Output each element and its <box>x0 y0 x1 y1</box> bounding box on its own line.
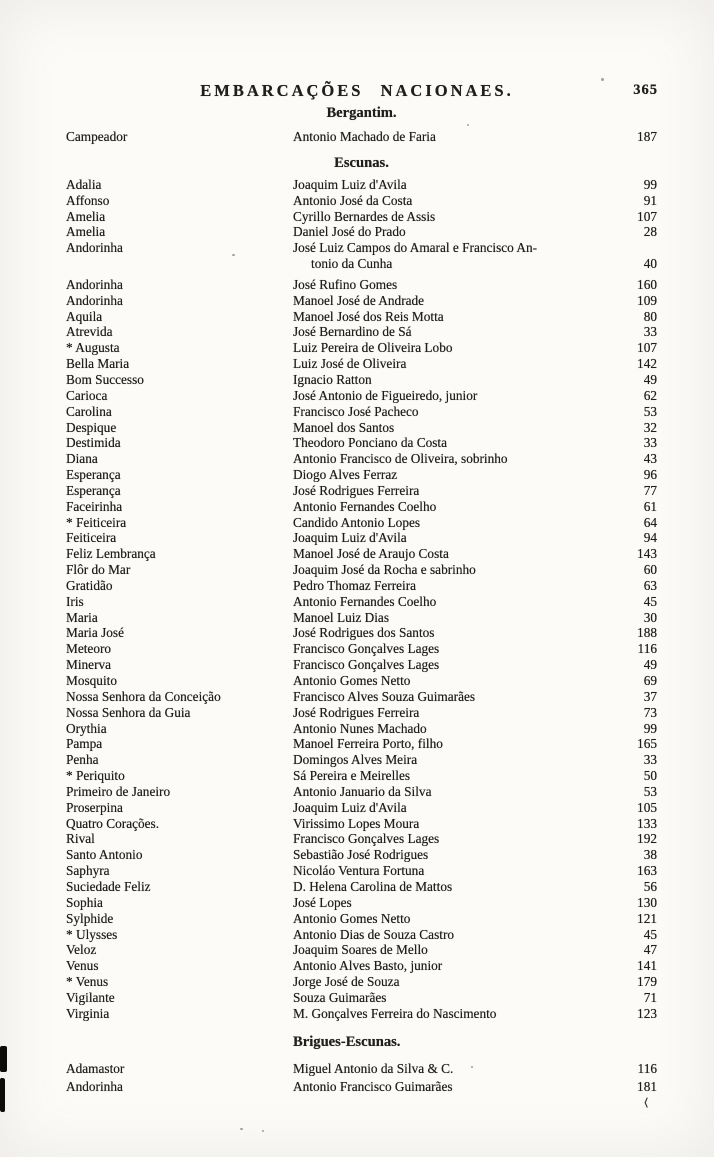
owner-name: Daniel José do Prado <box>293 224 406 240</box>
table-row <box>66 129 657 145</box>
owner-name: Manoel José de Andrade <box>293 292 425 308</box>
ship-name: Carioca <box>66 387 108 403</box>
tonnage-value: 107 <box>637 208 657 224</box>
tonnage-value: 33 <box>643 752 657 768</box>
ship-name: Primeiro de Janeiro <box>66 783 171 799</box>
scan-speck <box>262 1130 264 1132</box>
ink-smudge <box>0 1046 7 1072</box>
ship-name: Andorinha <box>66 292 123 308</box>
ship-name: Maria <box>66 609 98 625</box>
table-row <box>66 942 657 958</box>
tonnage-value: 64 <box>643 514 657 530</box>
section-heading: Brigues-Escunas. <box>293 1033 401 1050</box>
owner-name: Francisco Alves Souza Guimarães <box>293 688 476 704</box>
ship-name: Rival <box>66 831 95 847</box>
ship-name: Penha <box>66 752 99 768</box>
owner-name: José Rodrigues Ferreira <box>293 482 420 498</box>
owner-name: Joaquim José da Rocha e sabrinho <box>293 562 476 578</box>
tonnage-value: 33 <box>643 435 657 451</box>
tonnage-value: 38 <box>643 847 657 863</box>
ship-name: Proserpina <box>66 799 123 815</box>
tonnage-value: 77 <box>643 482 657 498</box>
table-row <box>66 990 657 1006</box>
tonnage-value: 142 <box>637 356 657 372</box>
tonnage-value: 107 <box>637 340 657 356</box>
ship-name: Nossa Senhora da Conceição <box>66 688 221 704</box>
ship-name: Despique <box>66 419 117 435</box>
owner-name: José Rodrigues Ferreira <box>293 704 420 720</box>
ship-name: Andorinha <box>66 1078 123 1094</box>
table-row <box>66 356 657 372</box>
owner-name: Cyrillo Bernardes de Assis <box>293 208 436 224</box>
section-rows <box>66 177 657 1022</box>
table-row <box>66 831 657 847</box>
owner-name: Manoel José de Araujo Costa <box>293 546 449 562</box>
table-row <box>66 372 657 388</box>
table-row <box>66 1060 657 1078</box>
owner-name: Francisco Gonçalves Lages <box>293 831 440 847</box>
ship-name: Iris <box>66 593 84 609</box>
table-row <box>66 546 657 562</box>
tonnage-value: 96 <box>643 467 657 483</box>
tonnage-value: 45 <box>643 593 657 609</box>
owner-name: Antonio Machado de Faria <box>293 129 436 144</box>
owner-name: Diogo Alves Ferraz <box>293 467 398 483</box>
tonnage-value: 99 <box>643 720 657 736</box>
ink-smudge <box>0 1078 5 1113</box>
ship-name: Vigilante <box>66 989 115 1005</box>
table-row <box>66 483 657 499</box>
table-row <box>66 1078 657 1096</box>
vessel-list <box>66 104 657 1096</box>
table-row <box>66 736 657 752</box>
owner-name: Manoel dos Santos <box>293 419 395 435</box>
ship-name: Flôr do Mar <box>66 562 131 578</box>
table-row <box>66 784 657 800</box>
ship-name: Quatro Corações. <box>66 815 160 831</box>
tonnage-value: 109 <box>637 292 657 308</box>
tonnage-value: 62 <box>643 387 657 403</box>
owner-name: Sá Pereira e Meirelles <box>293 768 411 784</box>
table-row <box>66 641 657 657</box>
owner-name: Joaquim Luiz d'Avila <box>293 176 407 192</box>
table-row <box>66 177 657 193</box>
tonnage-value: 181 <box>637 1078 657 1094</box>
table-row <box>66 895 657 911</box>
owner-name: Antonio José da Costa <box>293 192 413 208</box>
tonnage-value: 50 <box>643 768 657 784</box>
owner-name: Francisco Gonçalves Lages <box>293 641 440 657</box>
ship-name: Aquila <box>66 308 103 324</box>
tonnage-value: 188 <box>637 625 657 641</box>
table-row <box>66 578 657 594</box>
ship-name: Adalia <box>66 176 102 192</box>
tonnage-value: 116 <box>637 641 657 657</box>
tonnage-value: 91 <box>643 192 657 208</box>
tonnage-value: 47 <box>643 942 657 958</box>
ship-name: Venus <box>66 958 99 974</box>
table-row <box>66 625 657 641</box>
tonnage-value: 45 <box>643 926 657 942</box>
table-row <box>66 689 657 705</box>
table-row <box>66 800 657 816</box>
owner-name: José Lopes <box>293 894 352 910</box>
ship-name: Andorinha <box>66 276 123 292</box>
ship-name: * Feiticeira <box>66 514 127 530</box>
tonnage-value: 30 <box>643 609 657 625</box>
ship-name: Pampa <box>66 736 103 752</box>
ship-name: Mosquito <box>66 673 117 688</box>
owner-name: Antonio Alves Basto, junior <box>293 958 443 974</box>
ship-name: Orythia <box>66 720 107 736</box>
owner-name: Antonio Gomes Netto <box>293 910 411 926</box>
table-row <box>66 388 657 404</box>
tonnage-value: 73 <box>643 704 657 720</box>
owner-name: Luiz Pereira de Oliveira Lobo <box>293 340 453 356</box>
ship-name: Faceirinha <box>66 498 123 514</box>
tonnage-value: 163 <box>637 863 657 879</box>
table-row <box>66 562 657 578</box>
owner-name: Joaquim Luiz d'Avila <box>293 530 407 546</box>
ship-name: Affonso <box>66 192 110 208</box>
tonnage-value: 123 <box>637 1005 657 1021</box>
tonnage-value: 80 <box>643 308 657 324</box>
ship-name: * Venus <box>66 974 109 990</box>
ship-name: Sylphide <box>66 910 114 926</box>
table-row <box>66 467 657 483</box>
section-rows <box>66 1060 657 1096</box>
ship-name: Bella Maria <box>66 356 130 372</box>
ship-name: Saphyra <box>66 863 110 879</box>
ship-name: Diana <box>66 451 98 467</box>
tonnage-value: 160 <box>637 276 657 292</box>
table-row <box>66 293 657 309</box>
owner-name: Theodoro Ponciano da Costa <box>293 435 447 451</box>
ship-name: Destimida <box>66 435 121 451</box>
table-row <box>66 974 657 990</box>
table-row <box>66 277 657 293</box>
tonnage-value: 71 <box>643 989 657 1005</box>
ship-name: Nossa Senhora da Guia <box>66 704 191 720</box>
ship-name: * Periquito <box>66 768 125 784</box>
table-row <box>66 451 657 467</box>
ship-name: Santo Antonio <box>66 847 143 863</box>
owner-name: Antonio Fernandes Coelho <box>293 593 437 609</box>
ship-name: Feliz Lembrança <box>66 546 156 562</box>
table-row <box>66 610 657 626</box>
tonnage-value: 116 <box>637 1060 657 1076</box>
table-row <box>66 911 657 927</box>
ship-name: Adamastor <box>66 1060 125 1076</box>
scan-speck <box>471 1066 473 1068</box>
tonnage-value: 49 <box>643 371 657 387</box>
owner-name: Antonio Fernandes Coelho <box>293 498 437 514</box>
scan-speck <box>467 124 469 126</box>
tonnage-value: 40 <box>643 256 657 272</box>
table-row <box>66 958 657 974</box>
table-row <box>66 752 657 768</box>
tonnage-value: 53 <box>643 783 657 799</box>
table-row <box>66 515 657 531</box>
tonnage-value: 61 <box>643 498 657 514</box>
owner-name: Nicoláo Ventura Fortuna <box>293 863 425 879</box>
tonnage-value: 187 <box>637 129 657 144</box>
ship-name: Maria José <box>66 625 124 641</box>
table-row <box>66 927 657 943</box>
table-row <box>66 193 657 209</box>
tonnage-value: 141 <box>637 958 657 974</box>
tonnage-value: 49 <box>643 657 657 673</box>
owner-name: Virissimo Lopes Moura <box>293 815 420 831</box>
tonnage-value: 69 <box>643 673 657 688</box>
owner-name: Luiz José de Oliveira <box>293 356 407 372</box>
tonnage-value: 28 <box>643 224 657 240</box>
owner-name: José Rufino Gomes <box>293 276 398 292</box>
owner-name: Manoel Luiz Dias <box>293 609 390 625</box>
tonnage-value: 192 <box>637 831 657 847</box>
table-row <box>66 530 657 546</box>
scan-speck <box>232 254 235 256</box>
ship-name: Carolina <box>66 403 112 419</box>
table-row <box>66 863 657 879</box>
table-row <box>66 768 657 784</box>
table-row <box>66 224 657 240</box>
owner-name: Ignacio Ratton <box>293 371 372 387</box>
owner-name: Antonio Dias de Souza Castro <box>293 926 455 942</box>
owner-name: Pedro Thomaz Ferreira <box>293 577 417 593</box>
owner-name: Antonio Francisco de Oliveira, sobrinho <box>293 451 508 467</box>
owner-name: Antonio Gomes Netto <box>293 673 411 688</box>
table-row <box>66 847 657 863</box>
owner-name: Joaquim Luiz d'Avila <box>293 799 407 815</box>
ship-name: Minerva <box>66 657 112 673</box>
table-row <box>66 309 657 325</box>
table-row <box>66 340 657 356</box>
tonnage-value: 105 <box>637 799 657 815</box>
tonnage-value: 60 <box>643 562 657 578</box>
owner-name: Sebastião José Rodrigues <box>293 847 429 863</box>
ship-name: Campeador <box>66 129 128 144</box>
tonnage-value: 179 <box>637 974 657 990</box>
tonnage-value: 130 <box>637 894 657 910</box>
ship-name: Sophia <box>66 894 103 910</box>
tonnage-value: 32 <box>643 419 657 435</box>
ship-name: Feiticeira <box>66 530 117 546</box>
ship-name: Veloz <box>66 942 97 958</box>
owner-name: José Antonio de Figueiredo, junior <box>293 387 478 403</box>
tonnage-value: 56 <box>643 878 657 894</box>
owner-name: M. Gonçalves Ferreira do Nascimento <box>293 1005 497 1021</box>
tonnage-value: 94 <box>643 530 657 546</box>
ship-name: Esperança <box>66 467 121 483</box>
ship-name: * Ulysses <box>66 926 118 942</box>
owner-name: Candido Antonio Lopes <box>293 514 421 530</box>
table-row <box>66 594 657 610</box>
table-row <box>66 879 657 895</box>
tonnage-value: 143 <box>637 546 657 562</box>
table-row <box>66 209 657 225</box>
page-title: EMBARCAÇÕES NACIONAES. <box>200 81 514 100</box>
tonnage-value: 43 <box>643 451 657 467</box>
table-row <box>66 1006 657 1022</box>
owner-name: Souza Guimarães <box>293 989 387 1005</box>
tonnage-value: 53 <box>643 403 657 419</box>
owner-name: José Rodrigues dos Santos <box>293 625 435 641</box>
owner-name: Antonio Francisco Guimarães <box>293 1078 453 1094</box>
table-row <box>66 705 657 721</box>
tonnage-value: 121 <box>637 910 657 926</box>
section-rows <box>66 129 657 145</box>
owner-name: Antonio Nunes Machado <box>293 720 427 736</box>
ship-name: Esperança <box>66 482 121 498</box>
tonnage-value: 37 <box>643 688 657 704</box>
table-row <box>66 435 657 451</box>
ship-name: Amelia <box>66 224 106 240</box>
ship-name: * Augusta <box>66 340 120 356</box>
owner-name: Jorge José de Souza <box>293 974 400 990</box>
catchword-mark: ⟨ <box>642 1097 649 1109</box>
tonnage-value: 63 <box>643 577 657 593</box>
owner-name: Domingos Alves Meira <box>293 752 418 768</box>
scan-speck <box>240 1128 243 1130</box>
ship-name: Bom Successo <box>66 371 144 387</box>
owner-name: Antonio Januario da Silva <box>293 783 432 799</box>
ship-name: Andorinha <box>66 240 123 256</box>
ship-name: Amelia <box>66 208 106 224</box>
owner-name: Manoel José dos Reis Motta <box>293 308 444 324</box>
section-heading: Escunas. <box>334 154 389 171</box>
table-row <box>66 404 657 420</box>
tonnage-value: 99 <box>643 176 657 192</box>
ship-name: Gratidão <box>66 577 113 593</box>
tonnage-value: 165 <box>637 736 657 752</box>
owner-name: Miguel Antonio da Silva & C. <box>293 1060 454 1076</box>
table-row <box>66 673 657 689</box>
owner-name: D. Helena Carolina de Mattos <box>293 878 453 894</box>
table-row <box>66 324 657 340</box>
scan-speck <box>601 78 604 81</box>
owner-name: Francisco Gonçalves Lages <box>293 657 440 673</box>
owner-name: Manoel Ferreira Porto, filho <box>293 736 443 752</box>
table-row <box>66 721 657 737</box>
ship-name: Suciedade Feliz <box>66 878 151 894</box>
page-number: 365 <box>633 82 658 98</box>
table-row <box>66 816 657 832</box>
ship-name: Atrevida <box>66 324 113 340</box>
ship-name: Virginia <box>66 1005 110 1021</box>
tonnage-value: 133 <box>637 815 657 831</box>
table-row <box>66 657 657 673</box>
ship-name: Meteoro <box>66 641 112 657</box>
tonnage-value: 33 <box>643 324 657 340</box>
table-row <box>66 499 657 515</box>
table-row <box>66 240 657 272</box>
owner-name: José Luiz Campos do Amaral e Francisco An- tonio da Cunha <box>293 240 538 272</box>
table-row <box>66 420 657 436</box>
owner-name: Joaquim Soares de Mello <box>293 942 428 958</box>
owner-name: José Bernardino de Sá <box>293 324 412 340</box>
section-heading: Bergantim. <box>326 105 397 121</box>
owner-name: Francisco José Pacheco <box>293 403 419 419</box>
